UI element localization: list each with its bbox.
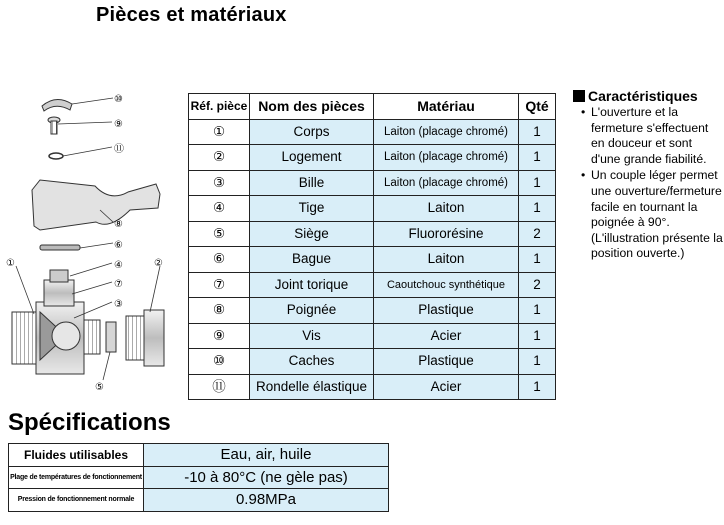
characteristic-item [573,168,723,262]
header-material: Matériau [374,94,519,120]
part-name: Bague [250,247,374,273]
callout-9: ⑨ [114,119,123,130]
spec-label: Fluides utilisables [9,444,144,467]
part-ref: ⑥ [189,247,250,273]
characteristics-title [573,88,723,104]
callout-1: ① [6,258,15,269]
part-qty: 1 [519,196,556,222]
callout-6: ⑥ [114,240,123,251]
header-qty: Qté [519,94,556,120]
part-ref: ⑦ [189,272,250,298]
part-name: Rondelle élastique [250,374,374,400]
body-part [12,270,100,374]
housing-part [126,310,164,366]
handle-part [32,180,160,230]
part-name: Logement [250,145,374,171]
callout-8: ⑧ [114,219,123,230]
part-qty: 1 [519,374,556,400]
part-ref: ⑤ [189,221,250,247]
part-ref: ⑩ [189,349,250,375]
part-ref: ⑨ [189,323,250,349]
part-ref: ⑪ [189,374,250,400]
part-material: Laiton (placage chromé) [374,170,519,196]
part-qty: 1 [519,349,556,375]
ring-part [40,245,80,250]
spec-value: Eau, air, huile [144,444,389,467]
table-row [189,272,556,298]
part-qty: 1 [519,145,556,171]
bullet-icon: • [581,105,586,119]
table-row [189,247,556,273]
part-qty: 1 [519,119,556,145]
part-name: Bille [250,170,374,196]
callout-2: ② [154,258,163,269]
table-row [9,466,389,489]
header-name: Nom des pièces [250,94,374,120]
screw-part [48,117,60,134]
part-material: Fluororésine [374,221,519,247]
parts-table [188,93,556,400]
callout-7: ⑦ [114,279,123,290]
spec-value: -10 à 80°C (ne gèle pas) [144,466,389,489]
part-name: Tige [250,196,374,222]
callout-3: ③ [114,299,123,310]
part-material: Laiton (placage chromé) [374,145,519,171]
spec-value: 0.98MPa [144,489,389,512]
part-material: Plastique [374,349,519,375]
characteristic-text: L'ouverture et la fermeture s'effectuent en douceur et sont d'une grande fiabilité. [591,105,709,166]
characteristic-item [573,105,723,167]
part-material: Acier [374,323,519,349]
table-row [189,374,556,400]
part-name: Joint torique [250,272,374,298]
part-material: Acier [374,374,519,400]
part-name: Vis [250,323,374,349]
part-name: Poignée [250,298,374,324]
part-name: Siège [250,221,374,247]
callout-11: ⑪ [114,144,124,155]
spec-label: Plage de températures de fonctionnement [9,466,144,489]
part-material: Laiton [374,247,519,273]
table-row [189,145,556,171]
table-row [189,170,556,196]
table-row [189,196,556,222]
specifications-title: Spécifications [8,409,171,436]
part-name: Caches [250,349,374,375]
part-qty: 1 [519,298,556,324]
part-ref: ⑧ [189,298,250,324]
part-qty: 1 [519,170,556,196]
part-material: Laiton [374,196,519,222]
part-material: Caoutchouc synthétique [374,272,519,298]
part-name: Corps [250,119,374,145]
part-qty: 2 [519,221,556,247]
callout-10: ⑩ [114,94,123,105]
bullet-icon: • [581,168,586,183]
header-ref: Réf. pièce [189,94,250,120]
part-ref: ④ [189,196,250,222]
part-material: Laiton (placage chromé) [374,119,519,145]
callout-5: ⑤ [95,382,104,393]
table-row [189,119,556,145]
specifications-table [8,443,389,512]
spec-label: Pression de fonctionnement normale [9,489,144,512]
cap-part [42,99,72,111]
part-material: Plastique [374,298,519,324]
part-ref: ③ [189,170,250,196]
seat-part [106,322,116,352]
table-row [9,444,389,467]
characteristics-title-text: Caractéristiques [588,88,698,104]
part-ref: ① [189,119,250,145]
part-qty: 1 [519,247,556,273]
table-row [189,221,556,247]
part-qty: 1 [519,323,556,349]
page-title: Pièces et matériaux [96,4,287,26]
part-ref: ② [189,145,250,171]
table-row [189,349,556,375]
washer-part [49,153,63,159]
callout-4: ④ [114,260,123,271]
exploded-view-diagram [0,80,185,400]
characteristics-block [573,88,723,262]
characteristic-text: Un couple léger permet une ouverture/fermeture facile en tournant la poignée à 90°. (L'illustration présente la position ouverte.) [591,168,723,261]
table-row [189,323,556,349]
table-row [9,489,389,512]
parts-table-header [189,94,556,120]
part-qty: 2 [519,272,556,298]
table-row [189,298,556,324]
square-bullet-icon [573,90,585,102]
